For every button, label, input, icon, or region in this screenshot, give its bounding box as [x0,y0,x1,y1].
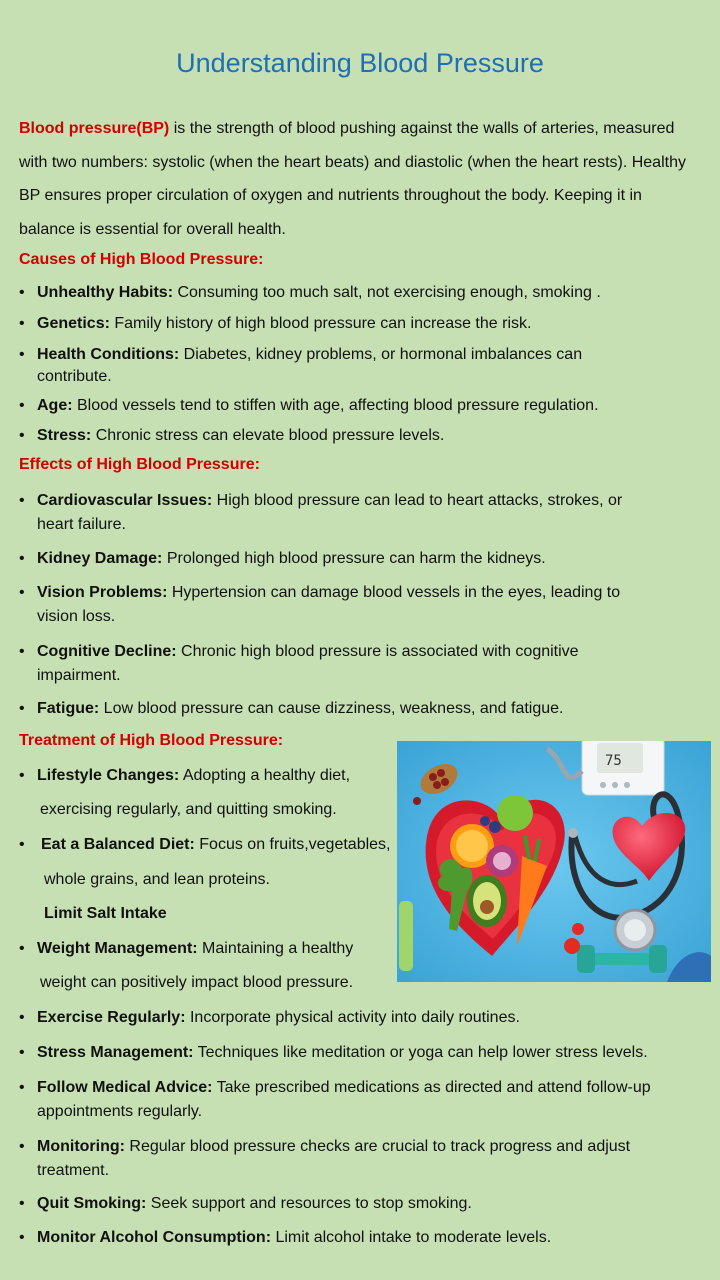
list-item: • Monitoring: Regular blood pressure checks are crucial to track progress and adjust treatment. [19,1138,631,1179]
list-item: • Kidney Damage: Prolonged high blood pressure can harm the kidneys. [19,550,546,567]
list-item: • Vision Problems: Hypertension can damage blood vessels in the eyes, leading to vision loss. [19,584,621,625]
intro-text: is the strength of blood pushing against the walls of arteries, measured with two numbers: systolic (when the heart beats) and diastolic (when the heart rests). Healthy BP ensures proper circulation of oxygen and nutrients throughout the body. Keeping it in balance is essential for overall health. [19,120,686,238]
list-item: • Health Conditions: Diabetes, kidney problems, or hormonal imbalances can contribute. [19,346,583,385]
blueberries-icon [489,821,501,833]
list-item: • Stress Management: Techniques like meditation or yoga can help lower stress levels. [19,1044,648,1061]
celery-icon [399,901,413,971]
apple-icon [497,795,533,831]
treatment-lifestyle: • Lifestyle Changes: Adopting a healthy diet, [19,767,351,784]
svg-text:75: 75 [605,753,622,769]
list-item: • Unhealthy Habits: Consuming too much salt, not exercising enough, smoking . [19,284,601,301]
treatment-salt: Limit Salt Intake [44,905,167,922]
list-item: • Cardiovascular Issues: High blood pressure can lead to heart attacks, strokes, or heart failure. [19,492,623,533]
list-item: • Monitor Alcohol Consumption: Limit alcohol intake to moderate levels. [19,1229,552,1246]
treatment-diet: • Eat a Balanced Diet: Focus on fruits,vegetables, [19,836,391,853]
list-item: • Genetics: Family history of high blood pressure can increase the risk. [19,315,532,332]
intro-term: Blood pressure(BP) [19,120,170,137]
intro-paragraph [19,112,699,246]
page-title: Understanding Blood Pressure [176,48,544,78]
list-item: • Age: Blood vessels tend to stiffen with age, affecting blood pressure regulation. [19,397,599,414]
list-item: • Fatigue: Low blood pressure can cause dizziness, weakness, and fatigue. [19,700,564,717]
treatment-heading: Treatment of High Blood Pressure: [19,732,284,749]
list-item: • Follow Medical Advice: Take prescribed medications as directed and attend follow-up appointments regularly. [19,1079,651,1120]
list-item: • Cognitive Decline: Chronic high blood pressure is associated with cognitive impairment. [19,643,579,684]
illustration-svg [397,741,711,982]
treatment-weight: • Weight Management: Maintaining a healthy [19,940,354,957]
list-item: • Stress: Chronic stress can elevate blood pressure levels. [19,427,445,444]
effects-heading: Effects of High Blood Pressure: [19,456,260,473]
treatment-weight-cont: weight can positively impact blood pressure. [40,974,354,991]
causes-heading: Causes of High Blood Pressure: [19,251,264,268]
list-item: • Exercise Regularly: Incorporate physical activity into daily routines. [19,1009,520,1026]
healthy-food-bp-monitor-image [397,741,711,982]
tomato-icon [564,938,580,954]
list-item: • Quit Smoking: Seek support and resources to stop smoking. [19,1195,472,1212]
treatment-diet-cont: whole grains, and lean proteins. [44,871,270,888]
treatment-lifestyle-cont: exercising regularly, and quitting smoking. [40,801,337,818]
